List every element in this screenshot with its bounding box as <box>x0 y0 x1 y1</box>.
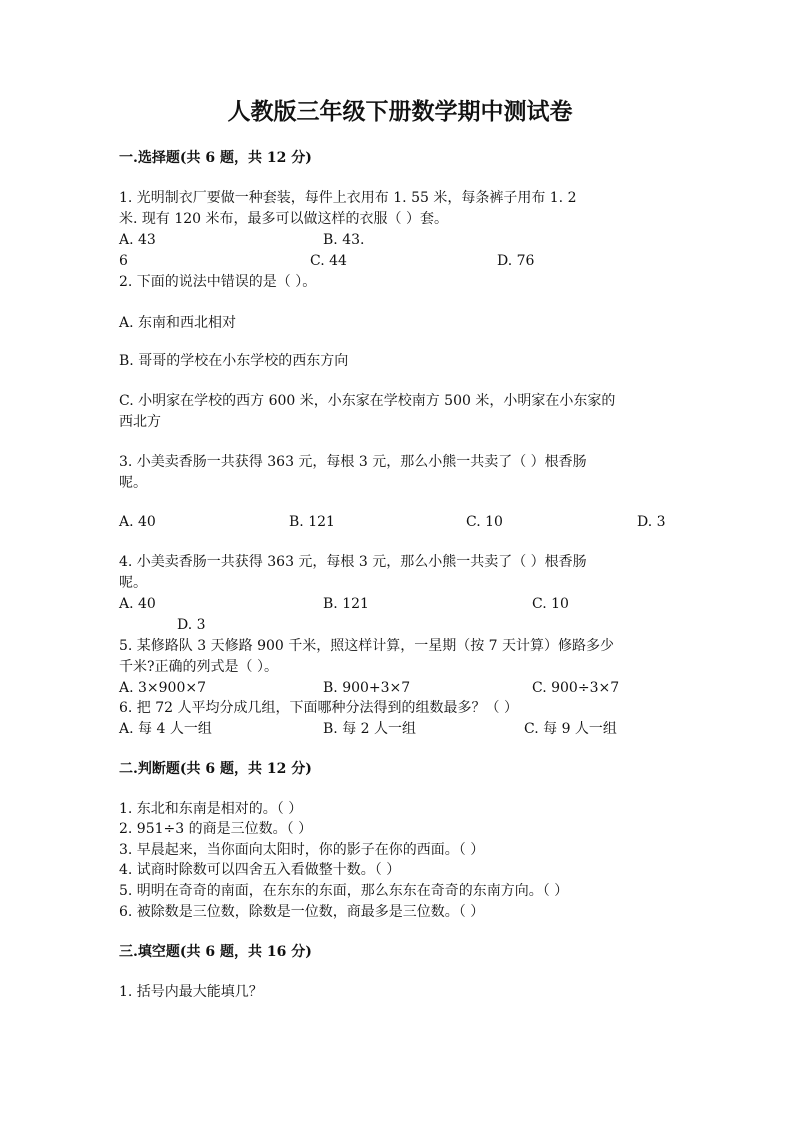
option-a: A. 40 <box>119 514 156 530</box>
option-c: C. 小明家在学校的西方 600 米，小东家在学校南方 500 米，小明家在小东家的 <box>119 393 616 409</box>
question-text: 2. 下面的说法中错误的是（ ）。 <box>119 274 317 290</box>
judgement-item: 4. 试商时除数可以四舍五入看做整十数。（ ） <box>119 862 401 878</box>
question-text: 米. 现有 120 米布，最多可以做这样的衣服（ ）套。 <box>119 211 448 227</box>
option-d: D. 3 <box>177 617 206 633</box>
option-b: B. 每 2 人一组 <box>323 721 416 737</box>
option-b: B. 121 <box>289 514 335 530</box>
option-b: B. 43. <box>323 232 365 248</box>
judgement-item: 1. 东北和东南是相对的。（ ） <box>119 801 303 817</box>
section-heading-choice: 一.选择题(共 6 题，共 12 分) <box>119 150 312 166</box>
question-text: 呢。 <box>119 575 147 591</box>
option-a: A. 43 <box>119 232 156 248</box>
question-text: 4. 小美卖香肠一共获得 363 元，每根 3 元，那么小熊一共卖了（ ）根香肠 <box>119 554 587 570</box>
question-text: 千米?正确的列式是（ ）。 <box>119 659 278 675</box>
question-text: 6. 把 72 人平均分成几组，下面哪种分法得到的组数最多？（ ） <box>119 700 518 716</box>
question-text: 呢。 <box>119 475 147 491</box>
question-text: 1. 光明制衣厂要做一种套装，每件上衣用布 1. 55 米，每条裤子用布 1. 2 <box>119 190 577 206</box>
option-b: B. 哥哥的学校在小东学校的西东方向 <box>119 353 349 369</box>
fill-blank-item: 1. 括号内最大能填几？ <box>119 984 263 1000</box>
option-a: A. 每 4 人一组 <box>119 721 212 737</box>
option-c: C. 每 9 人一组 <box>524 721 617 737</box>
page-title: 人教版三年级下册数学期中测试卷 <box>227 98 573 125</box>
judgement-item: 3. 早晨起来，当你面向太阳时，你的影子在你的西面。（ ） <box>119 842 485 858</box>
option-b: B. 121 <box>323 596 369 612</box>
section-heading-fill-blank: 三.填空题(共 6 题，共 16 分) <box>119 944 312 960</box>
question-text: 5. 某修路队 3 天修路 900 千米，照这样计算，一星期（按 7 天计算）修路多少 <box>119 638 615 654</box>
option-b-continued: 6 <box>119 253 128 269</box>
option-d: D. 76 <box>497 253 535 269</box>
option-c: C. 10 <box>532 596 569 612</box>
judgement-item: 6. 被除数是三位数，除数是一位数，商最多是三位数。（ ） <box>119 904 485 920</box>
question-text: 3. 小美卖香肠一共获得 363 元，每根 3 元，那么小熊一共卖了（ ）根香肠 <box>119 454 587 470</box>
option-b: B. 900+3×7 <box>323 680 411 696</box>
judgement-item: 5. 明明在奇奇的南面，在东东的东面，那么东东在奇奇的东南方向。（ ） <box>119 883 569 899</box>
option-a: A. 3×900×7 <box>119 680 207 696</box>
judgement-item: 2. 951÷3 的商是三位数。（ ） <box>119 821 313 837</box>
option-a: A. 40 <box>119 596 156 612</box>
option-c: C. 10 <box>466 514 503 530</box>
option-c-continued: 西北方 <box>119 414 161 430</box>
option-d: D. 3 <box>637 514 666 530</box>
option-a: A. 东南和西北相对 <box>119 315 237 331</box>
option-c: C. 900÷3×7 <box>532 680 620 696</box>
option-c: C. 44 <box>310 253 347 269</box>
section-heading-judgement: 二.判断题(共 6 题，共 12 分) <box>119 761 312 777</box>
